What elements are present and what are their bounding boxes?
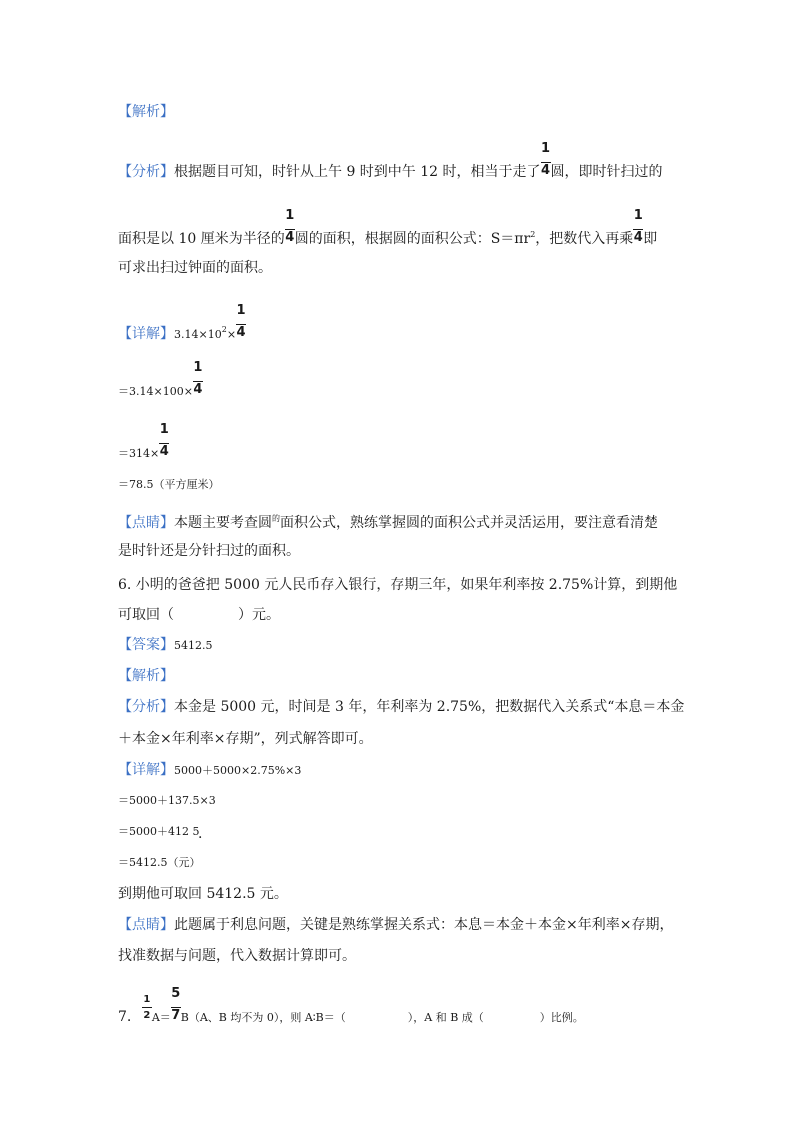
q6-analysis-line-2: ＋本金×年利率×存期”，列式解答即可。 [118, 731, 373, 747]
q6-comment-line-1: 【点睛】此题属于利息问题，关键是熟练掌握关系式：本息＝本金＋本金×年利率×存期， [118, 917, 674, 933]
analysis-heading-2: 【解析】 [118, 668, 174, 684]
comment-tag-2: 【点睛】 [118, 917, 174, 933]
analysis-tag-2: 【分析】 [118, 699, 174, 715]
answer-tag: 【答案】 [118, 637, 174, 653]
question-7-number: 7. [118, 1009, 132, 1025]
fraction-one-quarter: $\frac{1}{4}$ [159, 422, 169, 459]
comment-line-1: 【点睛】本题主要考查圆$^的$面积公式，熟练掌握圆的面积公式并灵活运用，要注意看清楚 [118, 514, 658, 531]
fraction-one-half: $\frac{1}{2}$ [143, 994, 151, 1021]
fraction-one-quarter: $\frac{1}{4}$ [236, 303, 246, 340]
detail-line-2: ＝3.14×100× $\frac{1}{4}$ [118, 381, 203, 402]
stray-mark: 的 [272, 514, 280, 523]
q6-analysis-line-1: 【分析】本金是 5000 元，时间是 3 年，年利率为 2.75%，把数据代入关系式“本息＝本金 [118, 699, 685, 715]
question-7: 7. $\frac{1}{2}$ A＝ $\frac{5}{7}$ B（A、B 均不为 0），则 A∶B＝（ ），A 和 B 成（ ）比例。 [118, 986, 584, 1025]
analysis-line-3: 可求出扫过钟面的面积。 [118, 260, 272, 276]
q6-detail-line-4: ＝5412.5（元） [118, 856, 201, 869]
q6-detail-line-1: 【详解】5000＋5000×2.75%×3 [118, 762, 302, 778]
detail-tag: 【详解】 [118, 326, 174, 342]
detail-line-1: 【详解】$3.14\times 10^2\times$ $\frac{1}{4}$ [118, 303, 246, 342]
question-6-line-2: 可取回（ ）元。 [118, 607, 280, 623]
fraction-one-quarter: $\frac{1}{4}$ [541, 141, 551, 178]
analysis-tag: 【分析】 [118, 164, 174, 180]
analysis-line-1: 【分析】根据题目可知，时针从上午 9 时到中午 12 时，相当于走了 $\frac{1}{4}$ 圆，即时针扫过的 [118, 141, 663, 180]
analysis-heading: 【解析】 [118, 104, 174, 120]
comment-tag: 【点睛】 [118, 515, 174, 531]
fraction-one-quarter: $\frac{1}{4}$ [633, 208, 643, 245]
question-6-line-1: 6. 小明的爸爸把 5000 元人民币存入银行，存期三年，如果年利率按 2.75%计算，到期他 [118, 577, 678, 593]
comment-line-2: 是时针还是分针扫过的面积。 [118, 543, 300, 559]
fraction-one-quarter: $\frac{1}{4}$ [193, 360, 203, 397]
q6-detail-line-3: ＝5000＋412 5 [118, 825, 200, 838]
q6-detail-line-2: ＝5000＋137.5×3 [118, 794, 216, 807]
detail-line-3: ＝314× $\frac{1}{4}$ [118, 443, 169, 464]
fraction-one-quarter: $\frac{1}{4}$ [285, 208, 295, 245]
analysis-line-2: 面积是以 10 厘米为半径的 $\frac{1}{4}$ 圆的面积，根据圆的面积公式：$S=\pi r^2$，把数代入再乘 $\frac{1}{4}$ 即 [118, 208, 658, 247]
q6-detail-line-5: 到期他可取回 5412.5 元。 [118, 886, 288, 902]
answer-line [118, 635, 213, 656]
stray-dot: · [198, 830, 203, 846]
detail-line-4: ＝78.5（平方厘米） [118, 478, 220, 491]
fraction-five-sevenths: $\frac{5}{7}$ [171, 986, 181, 1023]
q6-comment-line-2: 找准数据与问题，代入数据计算即可。 [118, 948, 356, 964]
detail-tag-2: 【详解】 [118, 762, 174, 778]
answer-value: 5412.5 [174, 639, 213, 652]
